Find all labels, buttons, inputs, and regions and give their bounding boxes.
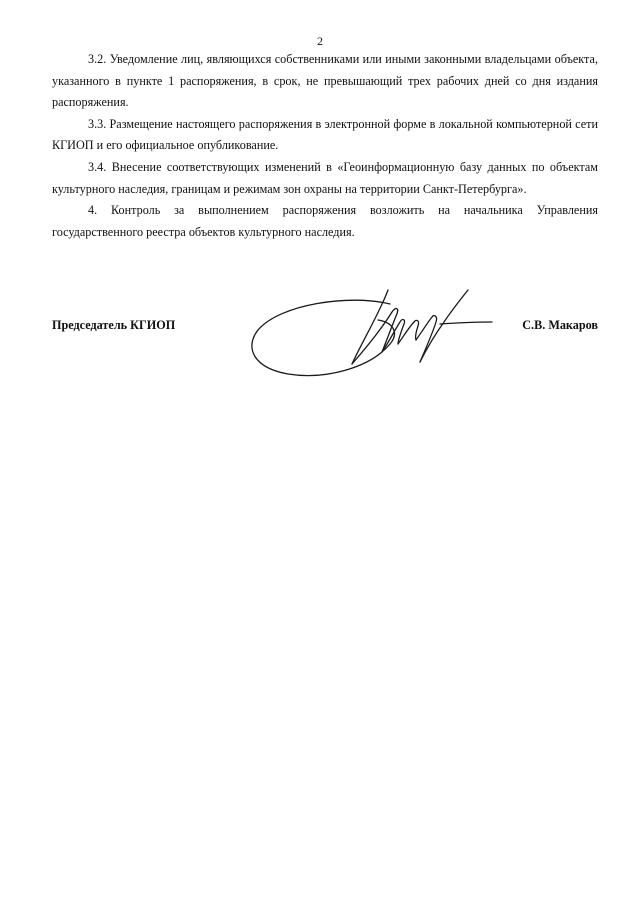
paragraph-3-4: 3.4. Внесение соответствующих изменений в «Геоинформационную базу данных по объектам культурного наследия, границам и режимам зон охраны на территории Санкт-Петербурга». [52,159,598,196]
paragraph-3-2: 3.2. Уведомление лиц, являющихся собственниками или иными законными владельцами объекта, указанного в пункте 1 распоряжения, в срок, не превышающий трех рабочих дней со дня издания распоряжения. [52,52,598,110]
paragraph-3-3: 3.3. Размещение настоящего распоряжения в электронной форме в локальной компьютерной сети КГИОП и его официальное опубликование. [52,116,598,153]
document-body [52,49,598,243]
signatory-name: С.В. Макаров [522,318,598,332]
signatory-position: Председатель КГИОП [52,318,176,332]
paragraph-4: 4. Контроль за выполнением распоряжения возложить на начальника Управления государственного реестра объектов культурного наследия. [52,203,598,239]
signature-block [52,318,598,348]
page-number: 2 [317,34,323,48]
